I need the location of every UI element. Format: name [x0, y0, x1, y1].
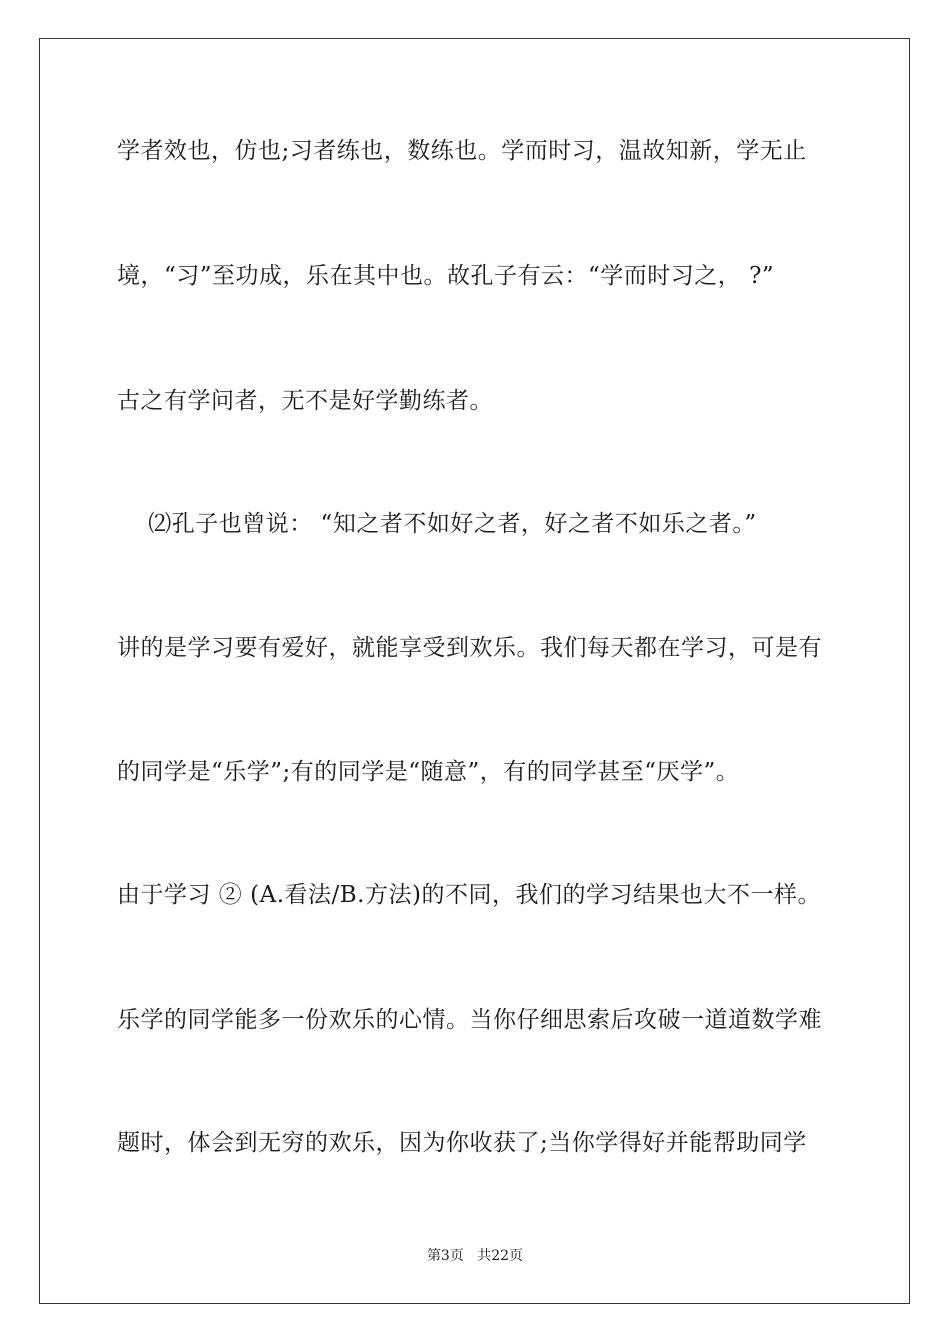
page-number: 第3页	[426, 1248, 464, 1264]
page-footer	[0, 1246, 950, 1266]
text-line-4: ⑵孔子也曾说： “知之者不如好之者，好之者不如乐之者。”	[117, 511, 757, 537]
text-line-2: 境，“习”至功成，乐在其中也。故孔子有云：“学而时习之， ?”	[117, 263, 775, 289]
text-line-1: 学者效也，仿也;习者练也，数练也。学而时习，温故知新，学无止	[117, 138, 807, 164]
text-line-7: 由于学习 ② (A.看法/B.方法)的不同，我们的学习结果也大不一样。	[117, 882, 821, 908]
text-line-6: 的同学是“乐学”;有的同学是“随意”，有的同学甚至“厌学”。	[117, 759, 740, 785]
text-line-8: 乐学的同学能多一份欢乐的心情。当你仔细思索后攻破一道道数学难	[117, 1007, 822, 1033]
text-line-3: 古之有学问者，无不是好学勤练者。	[117, 388, 493, 414]
text-line-9: 题时，体会到无穷的欢乐，因为你收获了;当你学得好并能帮助同学	[117, 1130, 807, 1156]
page-border	[39, 38, 910, 1304]
page-total: 共22页	[477, 1248, 524, 1264]
text-line-5: 讲的是学习要有爱好，就能享受到欢乐。我们每天都在学习，可是有	[117, 635, 822, 661]
